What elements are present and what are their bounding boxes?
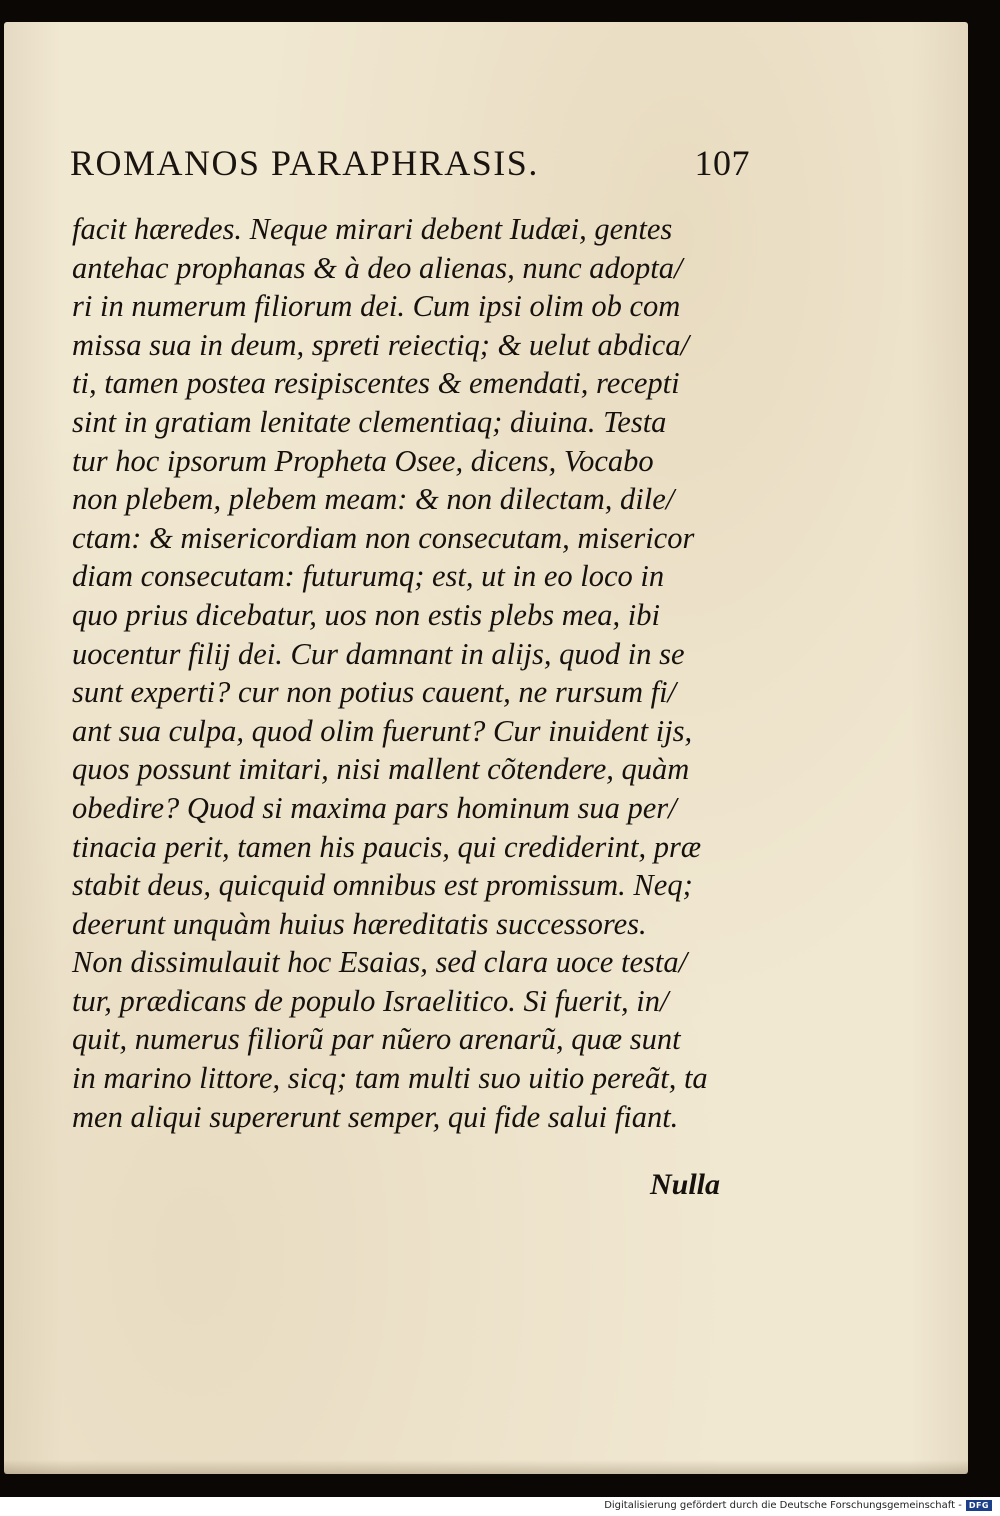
text-line: missa sua in deum, spreti reiectiq; & uelut abdica/	[72, 327, 689, 362]
text-line: sunt experti? cur non potius cauent, ne rursum fi/	[72, 675, 677, 710]
text-line: antehac prophanas & à deo alienas, nunc adopta/	[72, 250, 683, 285]
text-line: facit hæredes. Neque mirari debent Iudæi, gentes	[72, 212, 673, 246]
text-line: tinacia perit, tamen his paucis, qui crediderint, præ	[72, 829, 702, 864]
page-edge	[4, 1460, 968, 1474]
page-number: 107	[694, 143, 750, 183]
text-line: men aliqui supererunt semper, qui fide salui fiant.	[72, 1099, 679, 1134]
text-line: obedire? Quod si maxima pars hominum sua per/	[72, 790, 677, 825]
text-line: quit, numerus filiorũ par nũero arenarũ, quæ sunt	[72, 1022, 681, 1057]
text-line: tur, prædicans de populo Israelitico. Si fuerit, in/	[72, 983, 669, 1018]
catchword: Nulla	[650, 1168, 721, 1201]
dfg-logo-icon: DFG	[966, 1500, 992, 1511]
digitization-credit	[604, 1500, 992, 1511]
text-line: ctam: & misericordiam non consecutam, misericor	[72, 520, 695, 555]
running-head	[70, 142, 750, 184]
credit-text: Digitalisierung gefördert durch die Deutsche Forschungsgemeinschaft -	[604, 1500, 962, 1511]
text-line: ri in numerum filiorum dei. Cum ipsi olim ob com	[72, 289, 681, 324]
text-line: ti, tamen postea resipiscentes & emendati, recepti	[72, 366, 680, 401]
text-line: in marino littore, sicq; tam multi suo uitio pereãt, ta	[72, 1061, 708, 1096]
text-line: Non dissimulauit hoc Esaias, sed clara uoce testa/	[72, 945, 688, 980]
text-line: diam consecutam: futurumq; est, ut in eo loco in	[72, 559, 665, 594]
text-line: quo prius dicebatur, uos non estis plebs mea, ibi	[72, 597, 660, 632]
text-line: quos possunt imitari, nisi mallent cõtendere, quàm	[72, 752, 690, 787]
running-title: ROMANOS PARAPHRASIS.	[70, 143, 539, 183]
body-text	[72, 210, 752, 1136]
text-line: deerunt unquàm huius hæreditatis successores.	[72, 906, 647, 941]
text-line: sint in gratiam lenitate clementiaq; diuina. Testa	[72, 404, 667, 439]
text-line: tur hoc ipsorum Propheta Osee, dicens, Vocabo	[72, 443, 654, 478]
text-line: uocentur filij dei. Cur damnant in alijs, quod in se	[72, 636, 685, 671]
text-line: stabit deus, quicquid omnibus est promissum. Neq;	[72, 868, 693, 903]
text-line: non plebem, plebem meam: & non dilectam, dile/	[72, 482, 675, 517]
text-line: ant sua culpa, quod olim fuerunt? Cur inuident ijs,	[72, 713, 693, 748]
